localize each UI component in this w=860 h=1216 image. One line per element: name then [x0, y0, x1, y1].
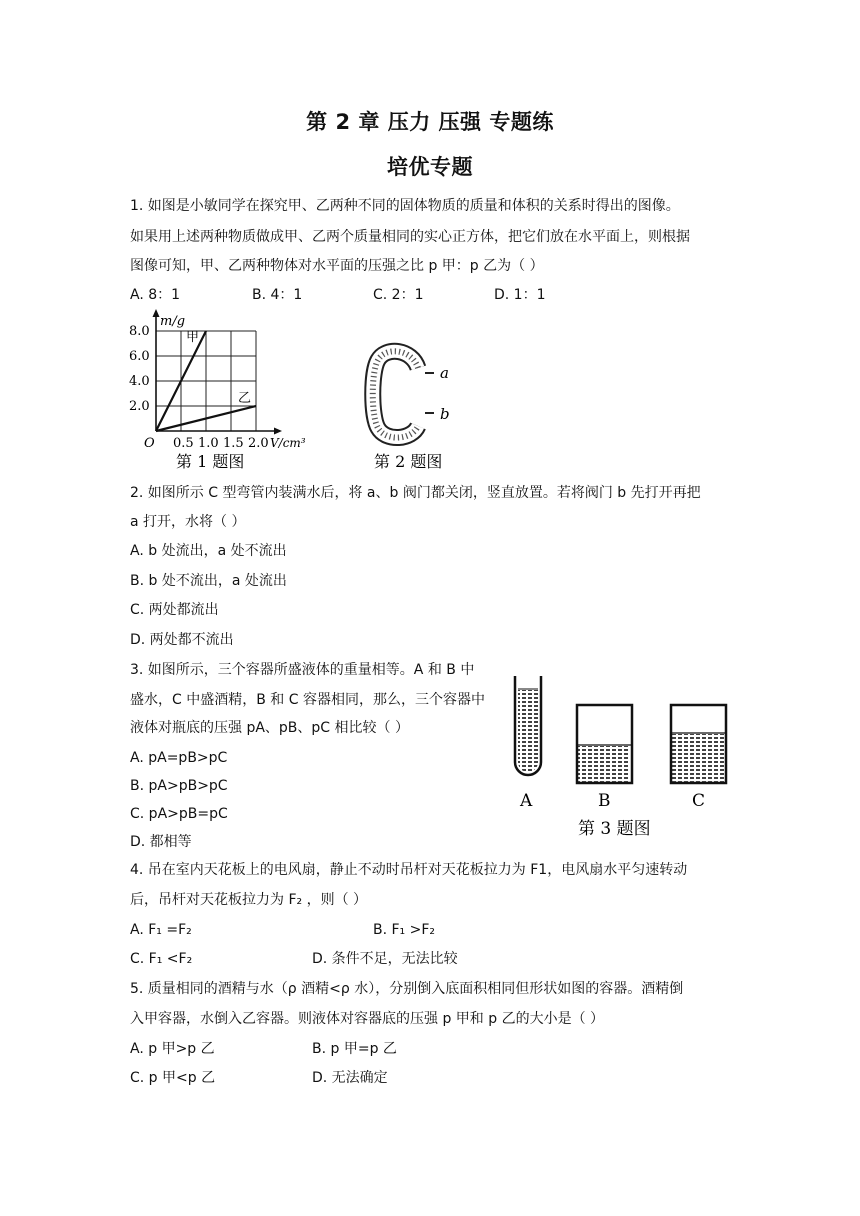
- q2-text-line: 2. 如图所示 C 型弯管内装满水后，将 a、b 阀门都关闭，竖直放置。若将阀门 b 先打开再把: [130, 485, 701, 501]
- origin-label: O: [144, 436, 155, 451]
- q4-text-line: 4. 吊在室内天花板上的电风扇，静止不动时吊杆对天花板拉力为 F1，电风扇水平匀速转动: [130, 862, 688, 878]
- q5-text-line: 入甲容器，水倒入乙容器。则液体对容器底的压强 p 甲和 p 乙的大小是（ ）: [130, 1011, 605, 1027]
- series-label-0: 甲: [186, 330, 200, 345]
- y-tick-label: 6.0: [129, 349, 150, 364]
- y-tick-label: 2.0: [129, 399, 150, 414]
- q2-figure-caption: 第 2 题图: [374, 452, 443, 471]
- container-c: [671, 705, 726, 783]
- q1-option-b: B. 4：1: [252, 287, 303, 303]
- q5-text-line: 5. 质量相同的酒精与水（ρ 酒精<ρ 水），分别倒入底面积相同但形状如图的容器。酒精倒: [130, 981, 684, 997]
- q3-text-line: 3. 如图所示，三个容器所盛液体的重量相等。A 和 B 中: [130, 662, 475, 678]
- q4-option-d: D. 条件不足，无法比较: [312, 951, 458, 967]
- q2-option-d: D. 两处都不流出: [130, 632, 234, 648]
- q5-option-c: C. p 甲<p 乙: [130, 1070, 216, 1086]
- q4-option-c: C. F₁ <F₂: [130, 951, 193, 967]
- y-tick-label: 8.0: [129, 324, 150, 339]
- q3-option-c: C. pA>pB=pC: [130, 806, 228, 822]
- container-label-a: A: [520, 791, 533, 811]
- q3-option-d: D. 都相等: [130, 834, 192, 850]
- container-label-b: B: [598, 791, 611, 811]
- container-label-c: C: [692, 791, 706, 811]
- q1-text-line: 1. 如图是小敏同学在探究甲、乙两种不同的固体物质的质量和体积的关系时得出的图像。: [130, 198, 680, 214]
- q3-containers-figure: [504, 672, 734, 842]
- q3-option-b: B. pA>pB>pC: [130, 778, 228, 794]
- q5-option-b: B. p 甲=p 乙: [312, 1041, 397, 1057]
- q1-figure-caption: 第 1 题图: [176, 452, 245, 471]
- x-tick-label: 0.5: [173, 436, 194, 451]
- q3-text-line: 盛水，C 中盛酒精，B 和 C 容器相同，那么，三个容器中: [130, 692, 485, 708]
- q4-option-a: A. F₁ =F₂: [130, 922, 192, 938]
- q4-option-b: B. F₁ >F₂: [373, 922, 436, 938]
- q2-c-tube-figure: [356, 340, 476, 475]
- q2-text-line: a 打开，水将（ ）: [130, 514, 246, 530]
- q5-option-d: D. 无法确定: [312, 1070, 388, 1086]
- q1-mass-volume-chart: [126, 306, 326, 476]
- x-axis-arrow-icon: [274, 428, 282, 435]
- x-tick-label: 1.5: [223, 436, 244, 451]
- y-axis-arrow-icon: [153, 309, 160, 317]
- page-title: 第 2 章 压力 压强 专题练: [306, 110, 554, 134]
- x-tick-label: 1.0: [198, 436, 219, 451]
- valve-b-label: b: [440, 405, 450, 423]
- valve-a-label: a: [440, 364, 449, 382]
- q5-option-a: A. p 甲>p 乙: [130, 1041, 215, 1057]
- q2-option-c: C. 两处都流出: [130, 602, 219, 618]
- q1-option-a: A. 8：1: [130, 287, 181, 303]
- page-subtitle: 培优专题: [387, 155, 473, 179]
- q2-option-a: A. b 处流出，a 处不流出: [130, 543, 287, 559]
- q3-option-a: A. pA=pB>pC: [130, 750, 228, 766]
- q1-option-c: C. 2：1: [373, 287, 424, 303]
- q3-figure-caption: 第 3 题图: [578, 819, 651, 839]
- container-a: [515, 676, 541, 775]
- q1-text-line: 如果用上述两种物质做成甲、乙两个质量相同的实心正方体，把它们放在水平面上，则根据: [130, 229, 690, 245]
- x-axis-label: V/cm³: [270, 436, 306, 450]
- x-tick-label: 2.0: [248, 436, 269, 451]
- q2-option-b: B. b 处不流出，a 处流出: [130, 573, 287, 589]
- container-b: [577, 705, 632, 783]
- q3-text-line: 液体对瓶底的压强 pA、pB、pC 相比较（ ）: [130, 720, 409, 736]
- q1-option-d: D. 1：1: [494, 287, 546, 303]
- y-tick-label: 4.0: [129, 374, 150, 389]
- series-label-1: 乙: [238, 391, 252, 406]
- y-axis-label: m/g: [160, 314, 186, 329]
- q4-text-line: 后，吊杆对天花板拉力为 F₂ ，则（ ）: [130, 892, 368, 908]
- chart-grid: [156, 331, 256, 431]
- q1-text-line: 图像可知，甲、乙两种物体对水平面的压强之比 p 甲：p 乙为（ ）: [130, 258, 544, 274]
